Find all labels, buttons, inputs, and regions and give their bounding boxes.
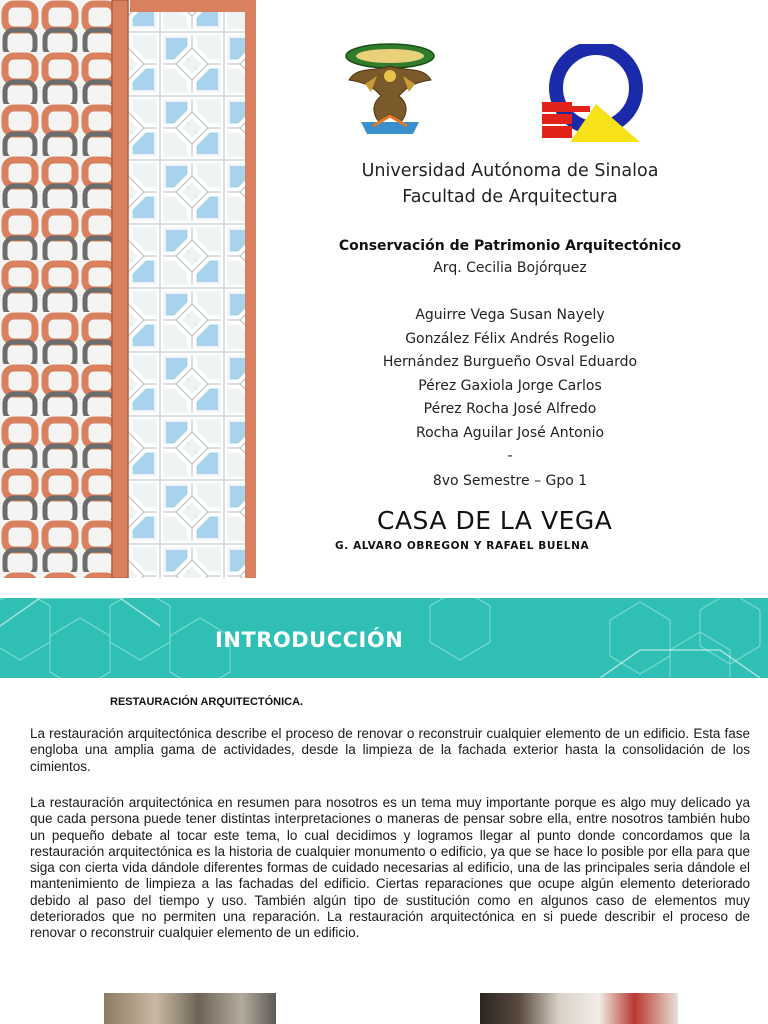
mosaic-pattern-icon bbox=[0, 0, 256, 578]
paragraph: La restauración arquitectónica en resumen para nosotros es un tema muy importante porque es algo muy delicado ya que cada persona puede tener distintas interpretaciones o maneras de pensar sobre ella, entre nosotros también hubo un pequeño debate al tocar este tema, lo cual decidimos y logramos llegar al punto donde concordamos que la restauración arquitectónica es la historia de cualquier monumento o edificio, ya que se hace lo posible por ella para que siga con cierta vida dándole diferentes formas de cuidado necesarias al edificio, una de las principales seria dándole el mantenimiento de limpieza a las fachadas del edificio. Ciertas reparaciones que ocupe algún elemento deteriorado debido al paso del tiempo y uso. También algún tipo de sustitución como en algunos caso de elementos muy deteriorados que no permiten una reparación. La restauración arquitectónica en si puede describir el proceso de renovar o reconstruir cualquier elemento de un edificio. bbox=[30, 795, 750, 941]
faculty-logo bbox=[538, 44, 644, 142]
member-name: González Félix Andrés Rogelio bbox=[405, 330, 615, 347]
members-list bbox=[300, 304, 720, 445]
mosaic-decoration bbox=[0, 0, 256, 578]
semester-group: 8vo Semestre – Gpo 1 bbox=[432, 473, 588, 489]
restoration-photo bbox=[480, 993, 678, 1024]
restoration-photo bbox=[104, 993, 276, 1024]
institution-block bbox=[300, 158, 720, 210]
teacher-name: Arq. Cecilia Bojórquez bbox=[433, 260, 587, 276]
uas-logo bbox=[343, 36, 437, 140]
project-title: CASA DE LA VEGA bbox=[377, 506, 613, 535]
member-name: Pérez Rocha José Alfredo bbox=[423, 401, 597, 417]
paragraph: La restauración arquitectónica describe el proceso de renovar o reconstruir cualquier elemento de un edificio. Esta fase engloba una amplia gama de actividades, desde la limpieza de la fachada exterior hasta la consolidación de los cimientos. bbox=[30, 726, 750, 774]
project-address: G. ALVARO OBREGON Y RAFAEL BUELNA bbox=[335, 540, 590, 552]
separator: - bbox=[507, 448, 513, 464]
member-name: Rocha Aguilar José Antonio bbox=[415, 424, 605, 441]
faculty-name: Facultad de Arquitectura bbox=[402, 187, 618, 207]
eagle-emblem-icon bbox=[343, 36, 437, 140]
member-name: Aguirre Vega Susan Nayely bbox=[415, 307, 605, 323]
faculty-emblem-icon bbox=[538, 44, 644, 142]
intro-title: INTRODUCCIÓN bbox=[215, 628, 404, 652]
university-name: Universidad Autónoma de Sinaloa bbox=[361, 161, 659, 181]
section-heading: RESTAURACIÓN ARQUITECTÓNICA. bbox=[110, 696, 304, 708]
course-name: Conservación de Patrimonio Arquitectónico bbox=[338, 238, 682, 254]
member-name: Pérez Gaxiola Jorge Carlos bbox=[418, 377, 602, 394]
member-name: Hernández Burgueño Osval Eduardo bbox=[382, 354, 638, 370]
